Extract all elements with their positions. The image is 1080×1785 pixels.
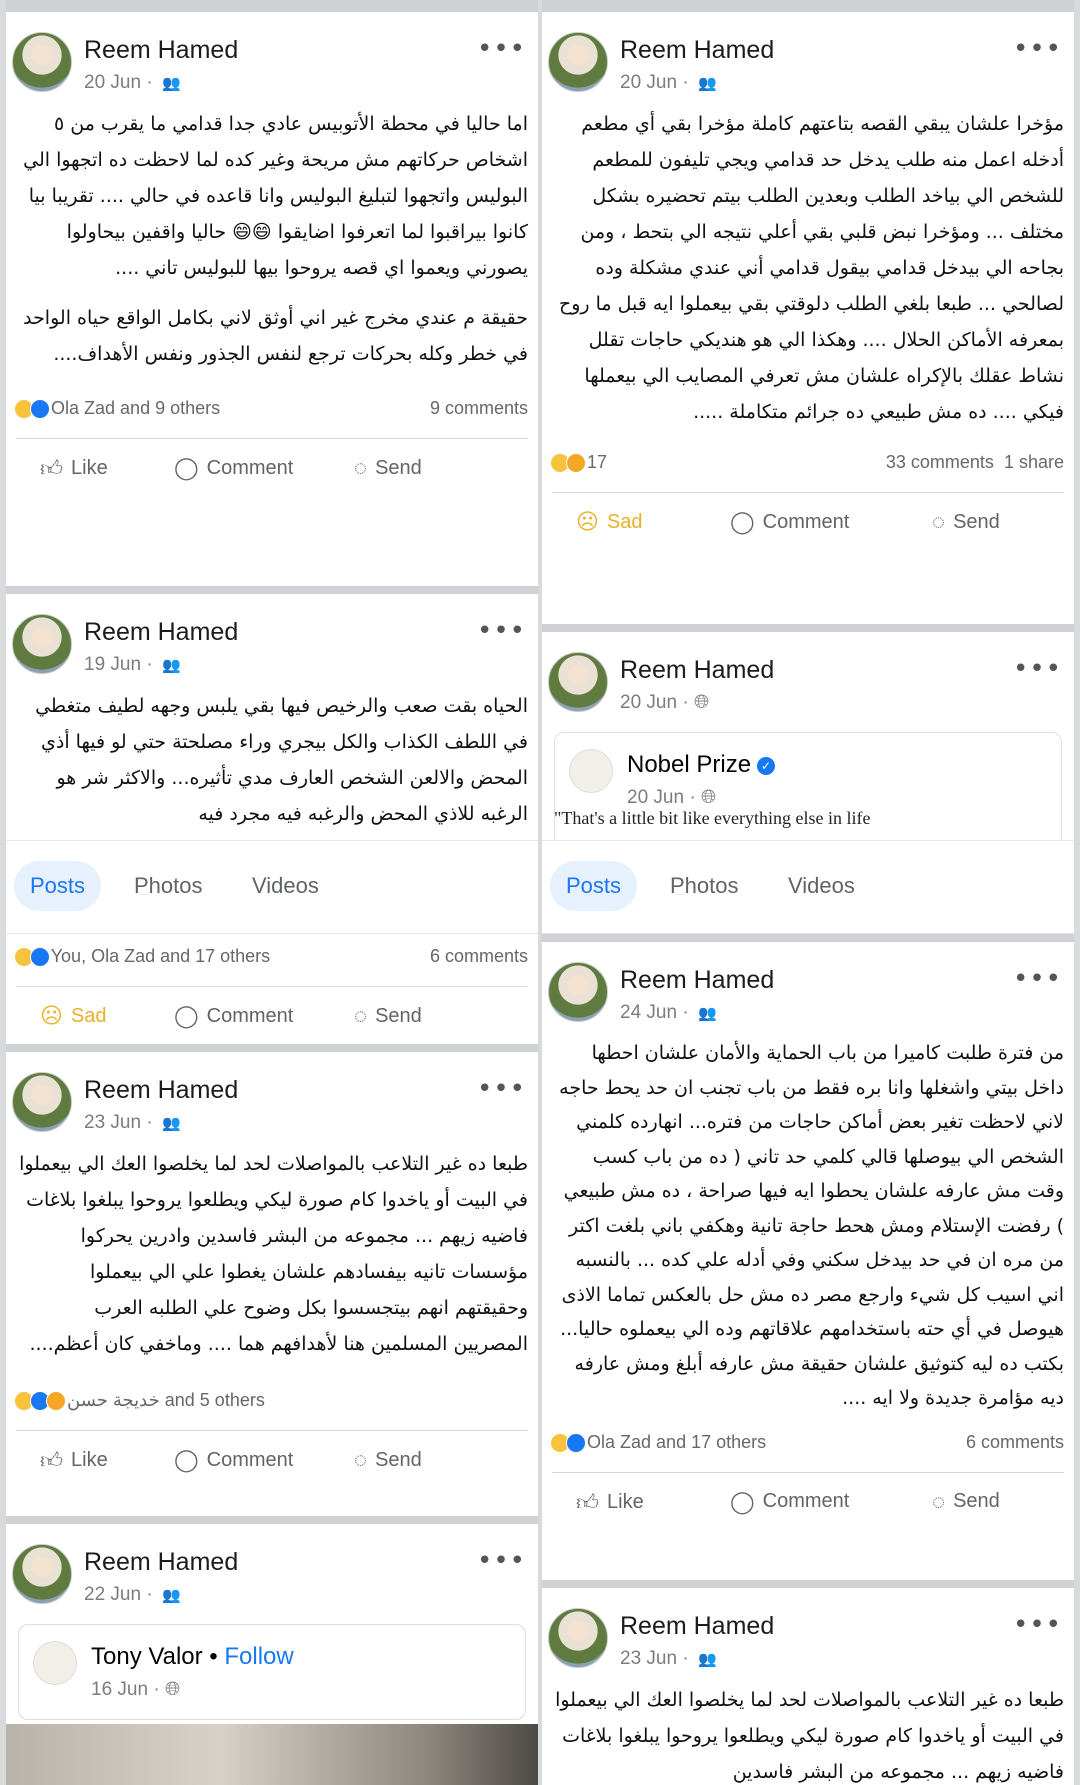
post-author[interactable]: Reem Hamed — [84, 1548, 239, 1576]
globe-icon: 🌐︎ — [700, 787, 717, 808]
post-date[interactable]: 20 Jun — [620, 72, 678, 93]
comment-button[interactable]: ◯ Comment — [730, 1488, 850, 1514]
post-card — [6, 594, 538, 840]
post-author[interactable]: Reem Hamed — [620, 966, 775, 994]
comment-button[interactable]: ◯ Comment — [174, 1003, 294, 1028]
wow-reaction-icon — [46, 1391, 66, 1411]
sad-button[interactable]: ☹ Sad — [40, 1003, 107, 1028]
shared-photo[interactable] — [6, 1724, 538, 1785]
tab-photos[interactable]: Photos — [134, 873, 203, 898]
post-date[interactable]: 22 Jun — [84, 1584, 142, 1605]
post-meta: 20 Jun · 🌐︎ — [620, 692, 710, 713]
send-button[interactable]: ◌ Send — [354, 1447, 422, 1472]
shared-date: 20 Jun · 🌐︎ — [627, 787, 717, 808]
messenger-icon: ◌ — [354, 1447, 368, 1472]
shared-quote: "That's a little bit like everything else in life — [554, 808, 871, 828]
comment-icon: ◯ — [730, 1488, 755, 1514]
send-button[interactable]: ◌ Send — [932, 1488, 1000, 1514]
post-author[interactable]: Reem Hamed — [84, 1076, 239, 1104]
messenger-icon: ◌ — [932, 1488, 946, 1514]
post-date[interactable]: 19 Jun — [84, 654, 142, 675]
post-meta: 23 Jun · 👥 — [620, 1648, 717, 1669]
post-footer — [6, 934, 538, 1044]
messenger-icon: ◌ — [932, 509, 946, 534]
post-date[interactable]: 23 Jun — [620, 1648, 678, 1669]
follow-link[interactable]: Follow — [224, 1643, 294, 1670]
comment-button[interactable]: ◯ Comment — [730, 509, 850, 534]
post-author[interactable]: Reem Hamed — [84, 36, 239, 64]
avatar[interactable] — [548, 962, 608, 1022]
post-text: طبعا ده غير التلاعب بالمواصلات لحد لما يخلصوا العك الي بيعملوا في البيت أو ياخدوا كام صورة ليكي ويطلعوا يروحوا يبلغوا بلاغات فاضيه زيهم ... مجموعه من البشر فاسدين — [555, 1689, 1064, 1783]
post-author[interactable]: Reem Hamed — [620, 36, 775, 64]
avatar[interactable] — [548, 652, 608, 712]
friends-icon: 👥 — [697, 1005, 717, 1022]
messenger-icon: ◌ — [354, 1003, 368, 1028]
shared-avatar[interactable] — [33, 1641, 77, 1685]
avatar[interactable] — [12, 1072, 72, 1132]
like-reaction-icon — [30, 947, 50, 967]
post-author[interactable]: Reem Hamed — [620, 656, 775, 684]
more-options-icon[interactable]: ••• — [1012, 1610, 1062, 1640]
like-button[interactable]: 👍︎ Like — [40, 456, 108, 481]
messenger-icon: ◌ — [354, 455, 368, 480]
thumbs-up-icon: 👍︎ — [40, 456, 63, 481]
like-button[interactable]: 👍︎ Like — [576, 1489, 644, 1515]
reaction-summary[interactable]: You, Ola Zad and 17 others — [14, 946, 270, 967]
nobel-logo[interactable] — [569, 749, 613, 793]
friends-icon: 👥 — [697, 1651, 717, 1668]
tab-videos[interactable]: Videos — [788, 873, 855, 898]
post-author[interactable]: Reem Hamed — [620, 1612, 775, 1640]
post-card — [542, 632, 1074, 840]
more-options-icon[interactable]: ••• — [476, 1074, 526, 1104]
avatar[interactable] — [12, 32, 72, 92]
sad-button[interactable]: ☹ Sad — [576, 509, 643, 534]
verified-badge-icon: ✓ — [757, 757, 775, 775]
tab-videos[interactable]: Videos — [252, 873, 319, 898]
post-date[interactable]: 23 Jun — [84, 1112, 142, 1133]
shared-author[interactable]: Nobel Prize ✓ — [627, 751, 775, 779]
avatar[interactable] — [12, 614, 72, 674]
post-card — [542, 942, 1074, 1572]
tab-posts[interactable]: Posts — [14, 861, 101, 911]
wow-reaction-icon — [566, 453, 586, 473]
profile-tabs — [542, 840, 1074, 934]
comment-share-count[interactable]: 33 comments 1 share — [885, 452, 1064, 472]
post-meta: 20 Jun · 👥 — [84, 72, 181, 93]
send-button[interactable]: ◌ Send — [354, 1003, 422, 1028]
send-button[interactable]: ◌ Send — [354, 455, 422, 480]
post-date[interactable]: 24 Jun — [620, 1002, 678, 1023]
post-date[interactable]: 20 Jun — [620, 692, 678, 713]
comment-icon: ◯ — [730, 509, 755, 534]
left-screenshot — [6, 0, 538, 1785]
like-reaction-icon — [30, 399, 50, 419]
top-divider — [542, 0, 1074, 12]
sad-face-icon: ☹ — [576, 509, 599, 534]
comment-count[interactable]: 6 comments — [429, 946, 528, 966]
reaction-summary[interactable]: Ola Zad and 9 others — [14, 398, 220, 419]
more-options-icon[interactable]: ••• — [476, 34, 526, 64]
shared-author[interactable]: Tony Valor • Follow — [91, 1643, 294, 1670]
post-text: من فترة طلبت كاميرا من باب الحماية والأمان علشان احطها داخل بيتي واشغلها وانا بره فقط من باب تجنب ان حد يحط حاجه لاني لاحظت تغير بعض أماكن حاجات من فتره... انهارده كلمني الشخص الي بيوصلها قالي كلمي حد تاني ( ده من باب كسب وقت مش عارفه علشان يحطوا ايه فيها صراحة ، ده مش طبيعي ) رفضت الإستلام ومش هحط حاجة تانية وهكفي باني بلغت اكتر من مره ان في حد بيدخل سكني وفي أدله علي كده ... بالنسبه اني اسيب كل شيء وارجع مصر ده مش حل بالعكس تماما الاذى هيوصل في أي حته باستخدامهم علاقاتهم وده الي بيعملوه حاليا... بكتب ده ليه كتوثيق علشان حقيقة مش عارفه أبلغ ومش عارفه ديه مؤامرة جديدة ولا ايه .... — [559, 1042, 1064, 1409]
comment-button[interactable]: ◯ Comment — [174, 1447, 294, 1472]
post-card — [6, 1524, 538, 1785]
post-author[interactable]: Reem Hamed — [84, 618, 239, 646]
comment-button[interactable]: ◯ Comment — [174, 455, 294, 480]
tab-photos[interactable]: Photos — [670, 873, 739, 898]
post-text: الحياه بقت صعب والرخيص فيها بقي يلبس وجهه لطيف متغطي في اللطف الكذاب والكل بيجري وراء مصلحتة حتي لو فيها أذي المحض والالعن الشخص العارف مدي تأثيره... والاكثر شر هو الرغبه للاذي المحض والرغبه فيه مجرد فيه — [35, 695, 528, 825]
post-text: اما حاليا في محطة الأتوبيس عادي جدا قدامي ما يقرب من ٥ اشخاص حركاتهم مش مريحة وغير كده لما لاحظت ده اتجهوا الي البوليس واتجهوا لتبليغ البوليس وانا قاعده في حالي .... تقريبا بيا كانوا بيراقبوا لما اتعرفوا اضايقوا 😄😄 حاليا واقفين بيحاولوا يصورني ويعموا اي قصه يروحوا بيها للبوليس تاني .... حقيقة م عندي مخرج غير اني أوثق لاني بكامل الواقع حياه الواحد في خطر وكله بحركات ترجع لنفس الجذور ونفس الأهداف.... — [23, 113, 528, 365]
post-meta: 23 Jun · 👥 — [84, 1112, 181, 1133]
friends-icon: 👥 — [161, 1115, 181, 1132]
comment-icon: ◯ — [174, 455, 199, 480]
right-screenshot — [542, 0, 1074, 1785]
post-meta: 20 Jun · 👥 — [620, 72, 717, 93]
top-divider — [6, 0, 538, 12]
friends-icon: 👥 — [161, 75, 181, 92]
shared-date: 16 Jun · 🌐︎ — [91, 1679, 181, 1700]
sad-face-icon: ☹ — [40, 1003, 63, 1028]
post-meta: 24 Jun · 👥 — [620, 1002, 717, 1023]
comment-icon: ◯ — [174, 1003, 199, 1028]
globe-icon: 🌐︎ — [693, 692, 710, 713]
avatar[interactable] — [12, 1544, 72, 1604]
like-reaction-icon — [566, 1433, 586, 1453]
friends-icon: 👥 — [161, 657, 181, 674]
profile-tabs — [6, 840, 538, 934]
more-options-icon[interactable]: ••• — [476, 1546, 526, 1576]
avatar[interactable] — [548, 1608, 608, 1668]
post-card — [6, 1052, 538, 1512]
like-button[interactable]: 👍︎ Like — [40, 1448, 108, 1473]
more-options-icon[interactable]: ••• — [1012, 34, 1062, 64]
tab-posts[interactable]: Posts — [550, 861, 637, 911]
reaction-summary[interactable]: 17 — [550, 452, 607, 473]
post-meta: 19 Jun · 👥 — [84, 654, 181, 675]
comment-count[interactable]: 6 comments — [965, 1431, 1064, 1452]
shared-post[interactable] — [18, 1624, 526, 1720]
more-options-icon[interactable]: ••• — [476, 616, 526, 646]
avatar[interactable] — [548, 32, 608, 92]
comment-count[interactable]: 9 comments — [429, 398, 528, 418]
friends-icon: 👥 — [161, 1587, 181, 1604]
post-text: طبعا ده غير التلاعب بالمواصلات لحد لما يخلصوا العك الي بيعملوا في البيت أو ياخدوا كام صورة ليكي ويطلعوا يروحوا يبلغوا بلاغات فاضيه زيهم ... مجموعه من البشر فاسدين وادرين يحركوا مؤسسات تانيه بيفسادهم علشان يغطوا علي الي بيعملوا وحقيقتهم انهم بيتجسسوا بكل وضوح علي الطلبه العرب المصريين المسلمين هنا لأهدافهم هما .... وماخفي كان أعظم.... — [19, 1153, 528, 1355]
send-button[interactable]: ◌ Send — [932, 509, 1000, 534]
thumbs-up-icon: 👍︎ — [40, 1448, 63, 1473]
comment-icon: ◯ — [174, 1447, 199, 1472]
post-card — [6, 12, 538, 582]
thumbs-up-icon: 👍︎ — [576, 1489, 599, 1515]
reaction-summary[interactable]: خديجة حسن and 5 others — [14, 1390, 265, 1411]
post-date[interactable]: 20 Jun — [84, 72, 142, 93]
post-card — [542, 12, 1074, 620]
friends-icon: 👥 — [697, 75, 717, 92]
more-options-icon[interactable]: ••• — [1012, 964, 1062, 994]
post-text: مؤخرا علشان يبقي القصه بتاعتهم كاملة مؤخرا بقي أي مطعم أدخله اعمل منه طلب يدخل حد قدامي ويجي تليفون للمطعم للشخص الي بياخد الطلب وبعدين الطلب بيتم تحضيره بشكل مختلف ... ومؤخرا نبض قلبي بقي أعلي نتيجه الي بتحط ، ومن بجاحه الي بيدخل قدامي بيقول قدامي أني عندي مشكلة وده لصالحي ... طبعا بلغي الطلب دلوقتي بقي بيعملوا ايه قبل ما روح بمعرفه الأماكن الحلال .... وهكذا الي هو هنديكي حاجات تقلل نشاط عقلك بالإكراه علشان مش تعرفي المصايب الي بيعملها فيكي .... ده مش طبيعي ده جرائم متكاملة ..... — [558, 113, 1064, 423]
more-options-icon[interactable]: ••• — [1012, 654, 1062, 684]
globe-icon: 🌐︎ — [164, 1679, 181, 1700]
reaction-summary[interactable]: Ola Zad and 17 others — [550, 1432, 766, 1453]
post-meta: 22 Jun · 👥 — [84, 1584, 181, 1605]
post-card — [542, 1588, 1074, 1785]
